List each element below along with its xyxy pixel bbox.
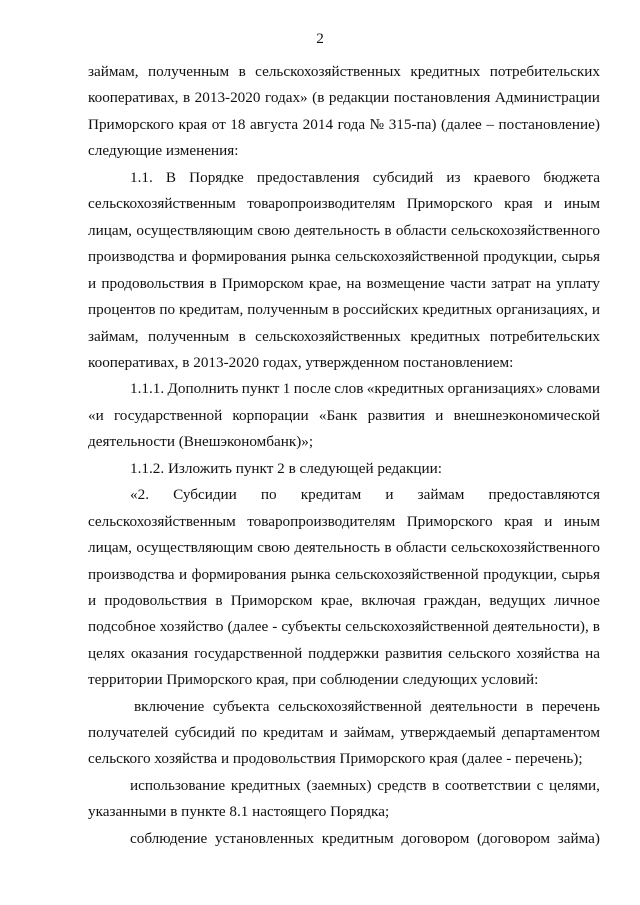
text-line: и продовольствия в Приморском крае, включая граждан, ведущих личное	[88, 592, 600, 609]
text-line: следующие изменения:	[88, 142, 239, 159]
text-line: кооперативах, в 2013-2020 годах, утвержденном постановлением:	[88, 354, 514, 371]
text-line: использование кредитных (заемных) средств в соответствии с целями,	[130, 777, 600, 794]
text-line: кооперативах, в 2013-2020 годах» (в редакции постановления Администрации	[88, 89, 600, 106]
text-line: получателей субсидий по кредитам и займам, утверждаемый департаментом	[88, 724, 600, 741]
text-line: лицам, осуществляющим свою деятельность в области сельскохозяйственного	[88, 539, 600, 556]
text-line: 1.1. В Порядке предоставления субсидий из краевого бюджета	[130, 169, 600, 186]
text-line: «и государственной корпорации «Банк развития и внешнеэкономической	[88, 407, 600, 424]
text-line: «2. Субсидии по кредитам и займам предоставляются	[130, 486, 600, 503]
text-line: 1.1.1. Дополнить пункт 1 после слов «кредитных организациях» словами	[130, 380, 600, 397]
text-line: целях оказания государственной поддержки развития сельского хозяйства на	[88, 645, 600, 662]
text-line: соблюдение установленных кредитным договором (договором займа)	[130, 830, 600, 847]
page-number: 2	[316, 30, 324, 47]
text-line: указанными в пункте 8.1 настоящего Порядка;	[88, 803, 390, 820]
text-line: производства и формирования рынка сельскохозяйственной продукции, сырья	[88, 566, 600, 583]
text-line: деятельности (Внешэкономбанк)»;	[88, 433, 314, 450]
text-line: включение субъекта сельскохозяйственной деятельности в перечень	[134, 698, 600, 715]
text-line: Приморского края от 18 августа 2014 года № 315-па) (далее – постановление)	[88, 116, 600, 133]
text-line: сельского хозяйства и продовольствия Приморского края (далее - перечень);	[88, 750, 583, 767]
text-line: сельскохозяйственным товаропроизводителям Приморского края и иным	[88, 195, 600, 212]
text-line: сельскохозяйственным товаропроизводителям Приморского края и иным	[88, 513, 600, 530]
text-line: территории Приморского края, при соблюдении следующих условий:	[88, 671, 539, 688]
text-line: и продовольствия в Приморском крае, на возмещение части затрат на уплату	[88, 275, 600, 292]
text-line: подсобное хозяйство (далее - субъекты сельскохозяйственной деятельности), в	[88, 618, 600, 635]
text-line: 1.1.2. Изложить пункт 2 в следующей редакции:	[130, 460, 443, 477]
text-line: процентов по кредитам, полученным в российских кредитных организациях, и	[88, 301, 600, 318]
text-line: лицам, осуществляющим свою деятельность в области сельскохозяйственного	[88, 222, 600, 239]
text-line: займам, полученным в сельскохозяйственных кредитных потребительских	[88, 328, 600, 345]
text-line: производства и формирования рынка сельскохозяйственной продукции, сырья	[88, 248, 600, 265]
text-line: займам, полученным в сельскохозяйственных кредитных потребительских	[88, 63, 600, 80]
